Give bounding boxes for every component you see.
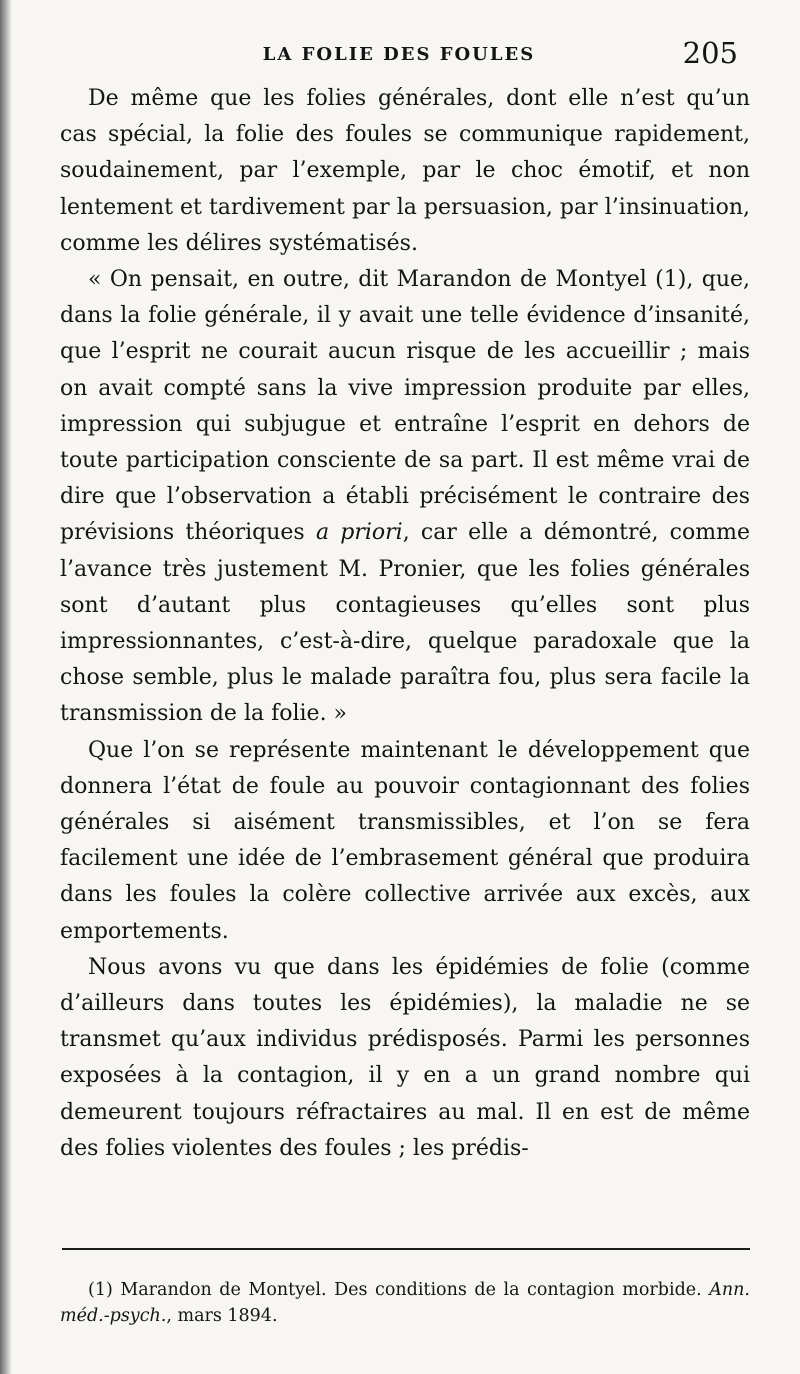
body-text (60, 81, 750, 1167)
paragraph-quotation (60, 262, 750, 733)
page-number: 205 (682, 36, 738, 70)
running-title: LA FOLIE DES FOULES (262, 44, 536, 65)
footnote-divider (62, 1248, 750, 1250)
footnote (60, 1277, 750, 1329)
paragraph: De même que les folies générales, dont elle n’est qu’un cas spécial, la folie des foules se communique rapidement, soudainement, par l’exemple, par le choc émotif, et non lentement et tardivement par la persuasion, par l’insinuation, comme les délires systématisés. (60, 86, 750, 256)
footnote-text (60, 1277, 750, 1329)
paragraph: Nous avons vu que dans les épidémies de folie (comme d’ailleurs dans toutes les épidémies), la maladie ne se transmet qu’aux individus prédisposés. Parmi les personnes exposées à la contagion, il y en a un grand nombre qui demeurent toujours réfractaires au mal. Il en est de même des folies violentes des foules ; les prédis- (60, 954, 750, 1161)
paragraph-text: « On pensait, en outre, dit Marandon de Montyel (1), que, dans la folie générale, il y avait une telle évidence d’insanité, que l’esprit ne courait aucun risque de les accueillir ; mais on avait compté sans la vive impression produite par elles, impression qui subjugue et entraîne l’esprit en dehors de toute participation consciente de sa part. Il est même vrai de dire que l’observation a établi précisément le contraire des prévisions théoriques (60, 267, 750, 546)
paragraph-text: , car elle a démontré, comme l’avance très justement M. Pronier, que les folies générales sont d’autant plus contagieuses qu’elles sont plus impressionnantes, c’est-à-dire, quelque paradoxale que la chose semble, plus le malade paraîtra fou, plus sera facile la transmission de la folie. » (60, 520, 750, 727)
page-header (60, 32, 738, 72)
footnote-citation: (1) Marandon de Montyel. Des conditions de la contagion morbide. (88, 1280, 710, 1300)
paragraph: Que l’on se représente maintenant le développement que donnera l’état de foule au pouvoir contagionnant des folies générales si aisément transmissibles, et l’on se fera facilement une idée de l’embrasement général que produira dans les foules la colère collective arrivée aux excès, aux emportements. (60, 737, 750, 944)
page-gutter-shadow (0, 0, 12, 1374)
journal-title: Ann. méd.-psych. (60, 1280, 750, 1326)
italic-phrase: a priori (315, 520, 403, 546)
footnote-date: , mars 1894. (166, 1306, 278, 1326)
